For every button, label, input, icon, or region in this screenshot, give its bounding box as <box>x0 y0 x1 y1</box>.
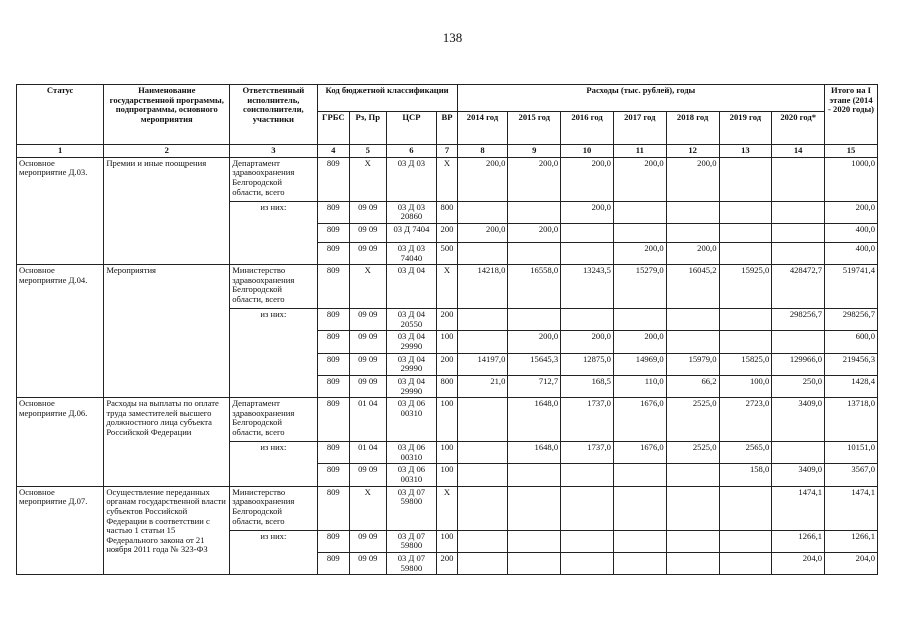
year-value-cell: 15825,0 <box>719 353 772 375</box>
year-value-cell: 100,0 <box>719 375 772 397</box>
year-value-cell <box>457 242 508 264</box>
name-cell: Премии и иные поощрения <box>104 157 230 265</box>
grbs-cell: 809 <box>317 530 349 552</box>
csr-cell: 03 Д 04 29990 <box>386 353 437 375</box>
year-value-cell: 200,0 <box>613 242 666 264</box>
year-value-cell <box>508 201 561 223</box>
year-value-cell: 298256,7 <box>772 309 825 331</box>
header-name: Наименование государственной программы, подпрограммы, основного мероприятия <box>104 85 230 145</box>
col-num: 15 <box>825 145 878 158</box>
year-value-cell <box>666 223 719 242</box>
year-value-cell <box>457 530 508 552</box>
responsible-cell: Министерство здравоохранения Белгородской области, всего <box>230 265 317 309</box>
year-value-cell: 14218,0 <box>457 265 508 309</box>
rzpr-cell: Х <box>350 265 387 309</box>
responsible-cell: Министерство здравоохранения Белгородской области, всего <box>230 486 317 530</box>
year-value-cell: 200,0 <box>457 157 508 201</box>
year-value-cell: 1266,1 <box>772 530 825 552</box>
year-value-cell: 3409,0 <box>772 464 825 486</box>
year-value-cell: 200,0 <box>613 157 666 201</box>
total-cell: 298256,7 <box>825 309 878 331</box>
year-value-cell: 2525,0 <box>666 442 719 464</box>
col-num: 6 <box>386 145 437 158</box>
vr-cell: 200 <box>437 309 457 331</box>
year-value-cell <box>613 530 666 552</box>
year-value-cell <box>613 552 666 574</box>
year-value-cell: 200,0 <box>561 157 614 201</box>
year-value-cell: 250,0 <box>772 375 825 397</box>
table-row <box>17 398 878 442</box>
grbs-cell: 809 <box>317 201 349 223</box>
year-value-cell: 2565,0 <box>719 442 772 464</box>
year-value-cell: 21,0 <box>457 375 508 397</box>
csr-cell: 03 Д 04 29990 <box>386 331 437 353</box>
header-2017: 2017 год <box>613 112 666 145</box>
year-value-cell <box>772 223 825 242</box>
header-csr: ЦСР <box>386 112 437 145</box>
year-value-cell <box>719 242 772 264</box>
year-value-cell <box>561 464 614 486</box>
header-2015: 2015 год <box>508 112 561 145</box>
rzpr-cell: 09 09 <box>350 464 387 486</box>
header-responsible: Ответственный исполнитель, соисполнители, участники <box>230 85 317 145</box>
rzpr-cell: 09 09 <box>350 201 387 223</box>
year-value-cell <box>508 242 561 264</box>
year-value-cell: 428472,7 <box>772 265 825 309</box>
header-2018: 2018 год <box>666 112 719 145</box>
year-value-cell: 1648,0 <box>508 442 561 464</box>
status-cell: Основное мероприятие Д.07. <box>17 486 104 575</box>
year-value-cell <box>613 309 666 331</box>
table-row <box>17 486 878 530</box>
col-num: 14 <box>772 145 825 158</box>
year-value-cell <box>613 464 666 486</box>
table-row <box>17 157 878 201</box>
status-cell: Основное мероприятие Д.04. <box>17 265 104 398</box>
csr-cell: 03 Д 03 <box>386 157 437 201</box>
col-num: 5 <box>350 145 387 158</box>
col-num: 4 <box>317 145 349 158</box>
year-value-cell: 200,0 <box>508 157 561 201</box>
header-2020: 2020 год* <box>772 112 825 145</box>
year-value-cell: 1737,0 <box>561 442 614 464</box>
col-num: 12 <box>666 145 719 158</box>
col-num: 7 <box>437 145 457 158</box>
year-value-cell <box>719 223 772 242</box>
year-value-cell <box>719 309 772 331</box>
year-value-cell: 200,0 <box>666 242 719 264</box>
rzpr-cell: 09 09 <box>350 375 387 397</box>
grbs-cell: 809 <box>317 486 349 530</box>
csr-cell: 03 Д 06 00310 <box>386 398 437 442</box>
year-value-cell: 1474,1 <box>772 486 825 530</box>
year-value-cell <box>772 157 825 201</box>
year-value-cell: 2525,0 <box>666 398 719 442</box>
header-grbs: ГРБС <box>317 112 349 145</box>
year-value-cell <box>772 331 825 353</box>
rzpr-cell: Х <box>350 486 387 530</box>
year-value-cell: 14969,0 <box>613 353 666 375</box>
year-value-cell <box>561 309 614 331</box>
year-value-cell: 712,7 <box>508 375 561 397</box>
total-cell: 400,0 <box>825 223 878 242</box>
grbs-cell: 809 <box>317 242 349 264</box>
year-value-cell: 200,0 <box>508 331 561 353</box>
csr-cell: 03 Д 06 00310 <box>386 464 437 486</box>
responsible-cell: Департамент здравоохранения Белгородской области, всего <box>230 398 317 442</box>
rzpr-cell: 01 04 <box>350 442 387 464</box>
total-cell: 1474,1 <box>825 486 878 530</box>
year-value-cell <box>508 486 561 530</box>
col-num: 2 <box>104 145 230 158</box>
year-value-cell <box>613 223 666 242</box>
header-expenses: Расходы (тыс. рублей), годы <box>457 85 824 112</box>
rzpr-cell: 09 09 <box>350 530 387 552</box>
rzpr-cell: 09 09 <box>350 223 387 242</box>
csr-cell: 03 Д 07 59800 <box>386 552 437 574</box>
header-vr: ВР <box>437 112 457 145</box>
year-value-cell: 16045,2 <box>666 265 719 309</box>
year-value-cell <box>457 331 508 353</box>
name-cell: Осуществление переданных органам государственной власти субъектов Российской Федерации в соответствии с частью 1 статьи 15 Федерального закона от 21 ноября 2011 года № 323-ФЗ <box>104 486 230 575</box>
rzpr-cell: Х <box>350 157 387 201</box>
year-value-cell: 66,2 <box>666 375 719 397</box>
csr-cell: 03 Д 04 <box>386 265 437 309</box>
year-value-cell <box>457 486 508 530</box>
year-value-cell <box>719 486 772 530</box>
total-cell: 519741,4 <box>825 265 878 309</box>
vr-cell: Х <box>437 265 457 309</box>
csr-cell: 03 Д 07 59800 <box>386 530 437 552</box>
grbs-cell: 809 <box>317 331 349 353</box>
name-cell: Расходы на выплаты по оплате труда заместителей высшего должностного лица субъекта Российской Федерации <box>104 398 230 487</box>
year-value-cell <box>719 331 772 353</box>
col-num: 1 <box>17 145 104 158</box>
year-value-cell <box>561 486 614 530</box>
year-value-cell: 15645,3 <box>508 353 561 375</box>
year-value-cell <box>561 552 614 574</box>
year-value-cell <box>508 309 561 331</box>
grbs-cell: 809 <box>317 353 349 375</box>
header-budget-code: Код бюджетной классификации <box>317 85 457 112</box>
year-value-cell: 14197,0 <box>457 353 508 375</box>
header-2019: 2019 год <box>719 112 772 145</box>
year-value-cell <box>719 552 772 574</box>
grbs-cell: 809 <box>317 464 349 486</box>
rzpr-cell: 09 09 <box>350 353 387 375</box>
csr-cell: 03 Д 7404 <box>386 223 437 242</box>
vr-cell: 100 <box>437 530 457 552</box>
year-value-cell <box>666 331 719 353</box>
year-value-cell <box>719 157 772 201</box>
vr-cell: 500 <box>437 242 457 264</box>
header-row-1 <box>17 85 878 112</box>
year-value-cell <box>613 486 666 530</box>
year-value-cell <box>719 201 772 223</box>
page-number: 138 <box>442 30 463 45</box>
year-value-cell: 158,0 <box>719 464 772 486</box>
total-cell: 13718,0 <box>825 398 878 442</box>
year-value-cell <box>457 398 508 442</box>
column-number-row <box>17 145 878 158</box>
vr-cell: Х <box>437 486 457 530</box>
of-which-cell: из них: <box>230 201 317 265</box>
year-value-cell <box>457 442 508 464</box>
total-cell: 1428,4 <box>825 375 878 397</box>
year-value-cell <box>666 486 719 530</box>
year-value-cell: 200,0 <box>508 223 561 242</box>
year-value-cell <box>508 552 561 574</box>
total-cell: 200,0 <box>825 201 878 223</box>
year-value-cell: 1676,0 <box>613 398 666 442</box>
rzpr-cell: 09 09 <box>350 309 387 331</box>
status-cell: Основное мероприятие Д.03. <box>17 157 104 265</box>
of-which-cell: из них: <box>230 442 317 487</box>
vr-cell: 100 <box>437 331 457 353</box>
year-value-cell: 1648,0 <box>508 398 561 442</box>
total-cell: 600,0 <box>825 331 878 353</box>
vr-cell: 800 <box>437 375 457 397</box>
header-total: Итого на I этапе (2014 - 2020 годы) <box>825 85 878 145</box>
grbs-cell: 809 <box>317 375 349 397</box>
year-value-cell <box>457 201 508 223</box>
table-row <box>17 265 878 309</box>
year-value-cell: 110,0 <box>613 375 666 397</box>
year-value-cell: 200,0 <box>561 201 614 223</box>
csr-cell: 03 Д 04 20550 <box>386 309 437 331</box>
year-value-cell: 15979,0 <box>666 353 719 375</box>
vr-cell: 200 <box>437 223 457 242</box>
col-num: 11 <box>613 145 666 158</box>
vr-cell: 100 <box>437 398 457 442</box>
of-which-cell: из них: <box>230 530 317 575</box>
year-value-cell: 204,0 <box>772 552 825 574</box>
year-value-cell: 200,0 <box>613 331 666 353</box>
year-value-cell <box>457 464 508 486</box>
total-cell: 3567,0 <box>825 464 878 486</box>
csr-cell: 03 Д 03 74040 <box>386 242 437 264</box>
vr-cell: 100 <box>437 442 457 464</box>
year-value-cell <box>772 242 825 264</box>
csr-cell: 03 Д 06 00310 <box>386 442 437 464</box>
vr-cell: 200 <box>437 353 457 375</box>
col-num: 10 <box>561 145 614 158</box>
grbs-cell: 809 <box>317 157 349 201</box>
year-value-cell <box>457 309 508 331</box>
status-cell: Основное мероприятие Д.06. <box>17 398 104 487</box>
header-rzpr: Рз, Пр <box>350 112 387 145</box>
total-cell: 219456,3 <box>825 353 878 375</box>
year-value-cell <box>457 552 508 574</box>
year-value-cell: 1737,0 <box>561 398 614 442</box>
name-cell: Мероприятия <box>104 265 230 398</box>
year-value-cell: 129966,0 <box>772 353 825 375</box>
year-value-cell: 15925,0 <box>719 265 772 309</box>
year-value-cell: 3409,0 <box>772 398 825 442</box>
year-value-cell: 200,0 <box>561 331 614 353</box>
header-2014: 2014 год <box>457 112 508 145</box>
total-cell: 400,0 <box>825 242 878 264</box>
year-value-cell: 15279,0 <box>613 265 666 309</box>
grbs-cell: 809 <box>317 265 349 309</box>
col-num: 13 <box>719 145 772 158</box>
rzpr-cell: 09 09 <box>350 552 387 574</box>
grbs-cell: 809 <box>317 309 349 331</box>
year-value-cell <box>561 530 614 552</box>
csr-cell: 03 Д 03 20860 <box>386 201 437 223</box>
year-value-cell <box>666 464 719 486</box>
grbs-cell: 809 <box>317 398 349 442</box>
year-value-cell <box>719 530 772 552</box>
total-cell: 10151,0 <box>825 442 878 464</box>
rzpr-cell: 09 09 <box>350 242 387 264</box>
year-value-cell <box>613 201 666 223</box>
year-value-cell: 16558,0 <box>508 265 561 309</box>
rzpr-cell: 01 04 <box>350 398 387 442</box>
year-value-cell <box>666 530 719 552</box>
col-num: 8 <box>457 145 508 158</box>
year-value-cell <box>561 223 614 242</box>
year-value-cell: 1676,0 <box>613 442 666 464</box>
year-value-cell <box>561 242 614 264</box>
header-status: Статус <box>17 85 104 145</box>
year-value-cell <box>508 530 561 552</box>
year-value-cell <box>666 201 719 223</box>
year-value-cell: 13243,5 <box>561 265 614 309</box>
col-num: 9 <box>508 145 561 158</box>
grbs-cell: 809 <box>317 442 349 464</box>
year-value-cell <box>772 442 825 464</box>
vr-cell: Х <box>437 157 457 201</box>
responsible-cell: Департамент здравоохранения Белгородской области, всего <box>230 157 317 201</box>
year-value-cell <box>508 464 561 486</box>
total-cell: 204,0 <box>825 552 878 574</box>
csr-cell: 03 Д 04 29990 <box>386 375 437 397</box>
year-value-cell: 200,0 <box>666 157 719 201</box>
year-value-cell <box>772 201 825 223</box>
total-cell: 1000,0 <box>825 157 878 201</box>
year-value-cell: 200,0 <box>457 223 508 242</box>
total-cell: 1266,1 <box>825 530 878 552</box>
year-value-cell: 2723,0 <box>719 398 772 442</box>
year-value-cell: 12875,0 <box>561 353 614 375</box>
of-which-cell: из них: <box>230 309 317 398</box>
grbs-cell: 809 <box>317 223 349 242</box>
year-value-cell: 168,5 <box>561 375 614 397</box>
grbs-cell: 809 <box>317 552 349 574</box>
year-value-cell <box>666 552 719 574</box>
col-num: 3 <box>230 145 317 158</box>
header-2016: 2016 год <box>561 112 614 145</box>
vr-cell: 200 <box>437 552 457 574</box>
budget-table <box>16 84 878 575</box>
year-value-cell <box>666 309 719 331</box>
vr-cell: 100 <box>437 464 457 486</box>
rzpr-cell: 09 09 <box>350 331 387 353</box>
vr-cell: 800 <box>437 201 457 223</box>
csr-cell: 03 Д 07 59800 <box>386 486 437 530</box>
